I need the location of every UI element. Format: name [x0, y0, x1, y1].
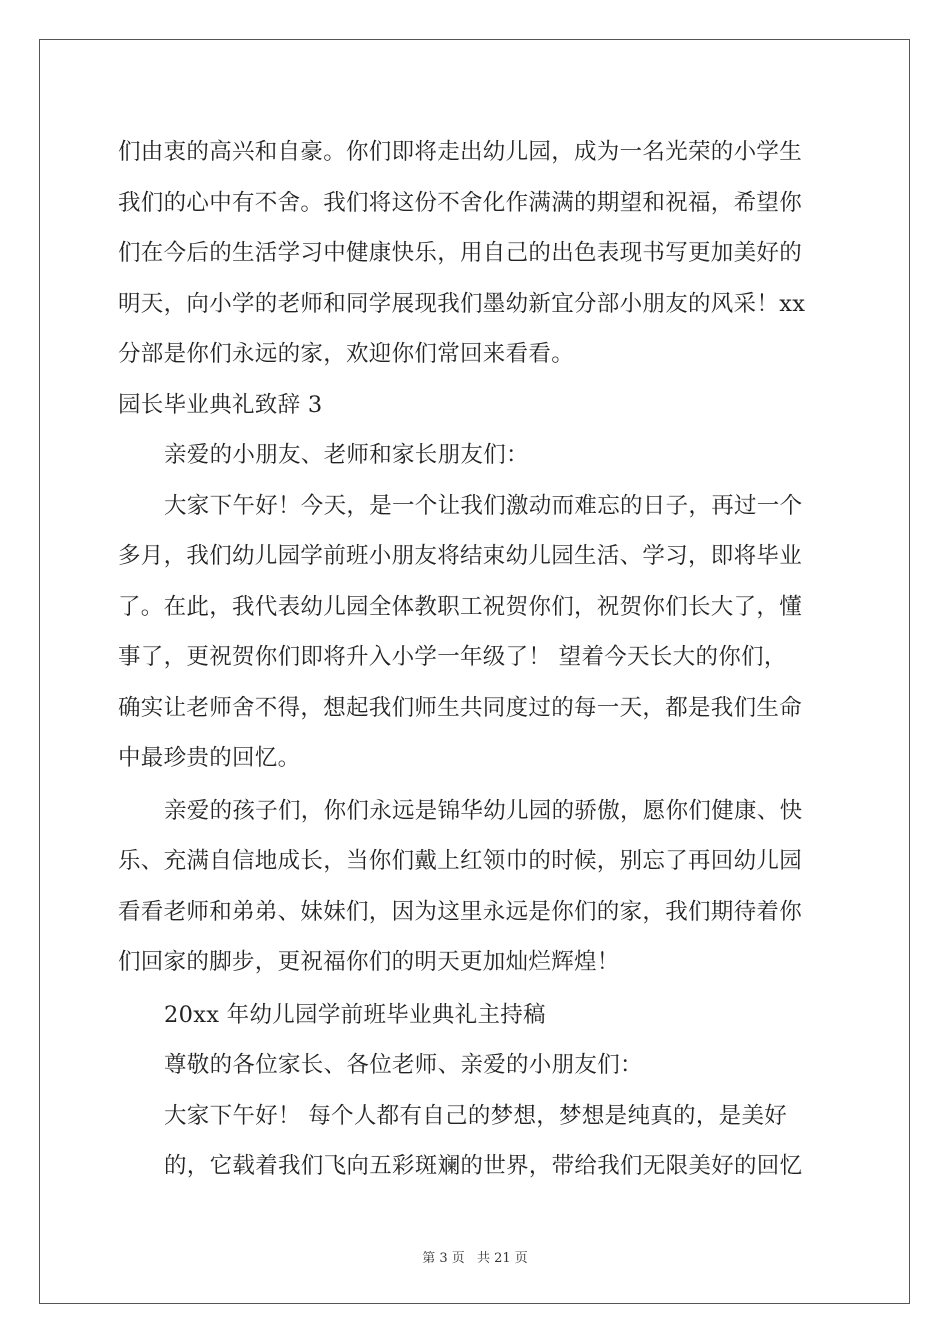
text-line-15: 乐、充满自信地成长，当你们戴上红领巾的时候，别忘了再回幼儿园 [118, 848, 803, 874]
text-line-17: 们回家的脚步，更祝福你们的明天更加灿烂辉煌！ [118, 949, 620, 975]
text-line-11: 事了，更祝贺你们即将升入小学一年级了！ 望着今天长大的你们， [118, 644, 787, 670]
text-line-12: 确实让老师舍不得，想起我们师生共同度过的每一天，都是我们生命 [118, 694, 803, 721]
salutation-2: 尊敬的各位家长、各位老师、亲爱的小朋友们： [164, 1052, 643, 1078]
text-line-16: 看看老师和弟弟、妹妹们，因为这里永远是你们的家，我们期待着你 [118, 898, 803, 925]
text-line-2: 我们的心中有不舍。我们将这份不舍化作满满的期望和祝福，希望你 [118, 189, 803, 216]
document-body [118, 127, 838, 1192]
text-line-21: 的，它载着我们飞向五彩斑斓的世界，带给我们无限美好的回忆 [164, 1153, 803, 1179]
text-line-5: 分部是你们永远的家，欢迎你们常回来看看。 [118, 341, 575, 367]
text-line-14: 亲爱的孩子们，你们永远是锦华幼儿园的骄傲，愿你们健康、快 [164, 797, 803, 824]
text-line-9: 多月，我们幼儿园学前班小朋友将结束幼儿园生活、学习，即将毕业 [118, 543, 803, 569]
text-line-8: 大家下午好！今天，是一个让我们激动而难忘的日子，再过一个 [164, 492, 803, 519]
text-line-1: 们由衷的高兴和自豪。你们即将走出幼儿园，成为一名光荣的小学生 [118, 139, 803, 165]
text-line-3: 们在今后的生活学习中健康快乐，用自己的出色表现书写更加美好的 [118, 240, 803, 266]
subsection-heading: 20xx 年幼儿园学前班毕业典礼主持稿 [164, 1001, 546, 1028]
text-line-20: 大家下午好！ 每个人都有自己的梦想，梦想是纯真的，是美好 [164, 1102, 788, 1129]
section-heading: 园长毕业典礼致辞 3 [118, 391, 323, 418]
text-line-13: 中最珍贵的回忆。 [118, 745, 301, 771]
text-line-4: 明天，向小学的老师和同学展现我们墨幼新宜分部小朋友的风采！xx [118, 290, 806, 317]
page-number: 第 3 页 [422, 1251, 465, 1266]
page-total: 共 21 页 [476, 1251, 528, 1266]
text-line-10: 了。在此，我代表幼儿园全体教职工祝贺你们，祝贺你们长大了，懂 [118, 593, 803, 620]
salutation: 亲爱的小朋友、老师和家长朋友们： [164, 442, 529, 468]
page-footer [0, 1247, 950, 1266]
